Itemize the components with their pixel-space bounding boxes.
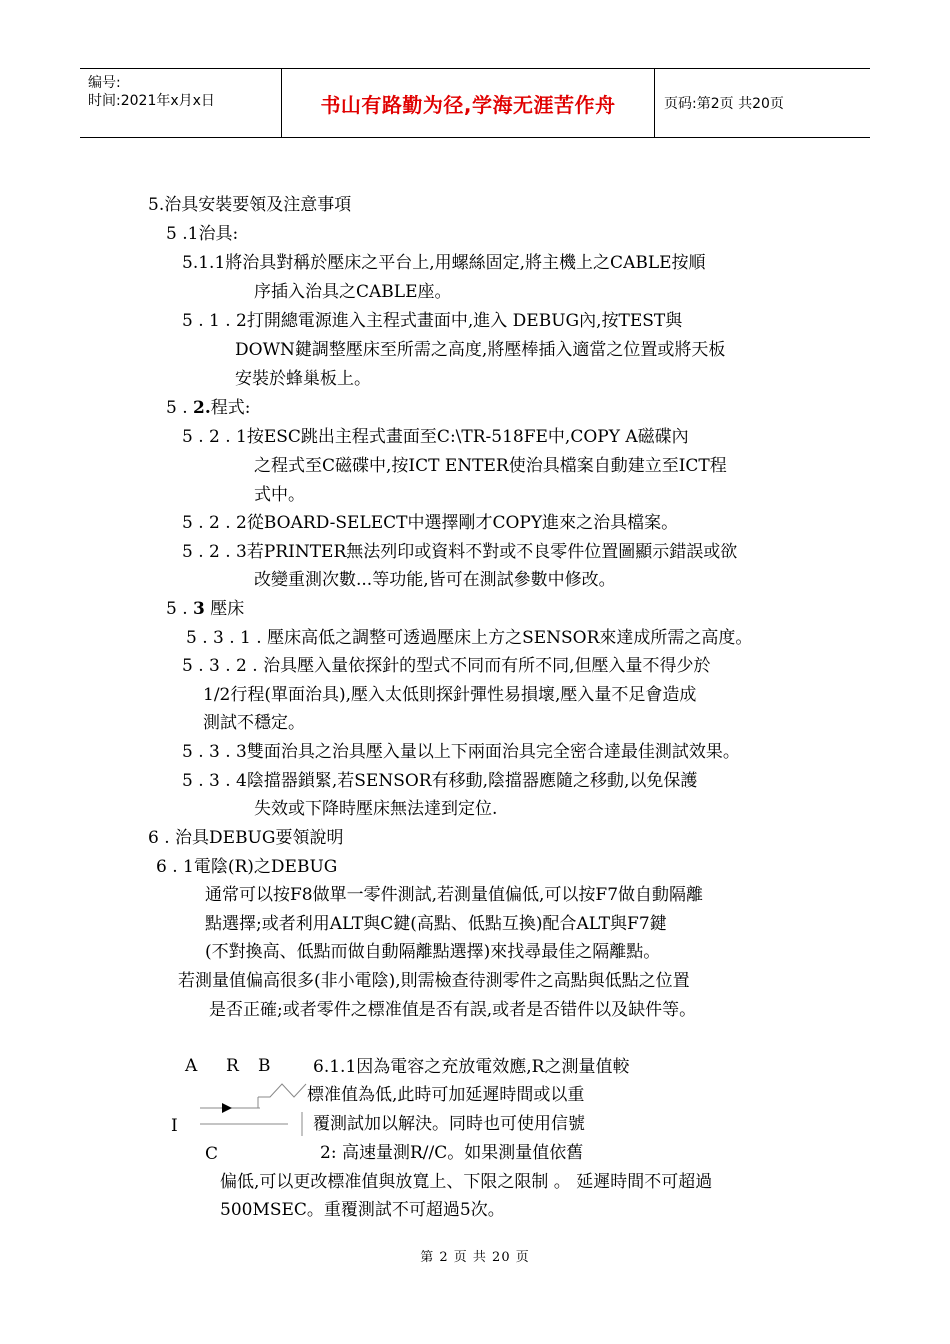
diagram-label-i: I: [171, 1116, 178, 1136]
page-footer: 第 2 页 共 20 页: [420, 1250, 530, 1265]
header-motto: 书山有路勤为径,学海无涯苦作舟: [281, 69, 655, 137]
document-number-label: 编号:: [88, 75, 121, 91]
section-5-2-bold-number: 2.: [193, 398, 211, 418]
paragraph-5-2-1-line2: 之程式至C磁碟中,按ICT ENTER使治具檔案自動建立至ICT程: [254, 456, 727, 476]
rc-circuit-diagram: [160, 1052, 320, 1167]
section-5-heading: 5.治具安裝要領及注意事項: [148, 195, 352, 215]
diagram-label-c: C: [205, 1144, 219, 1164]
section-5-3-number: 5 .: [166, 599, 194, 619]
section-5-2-number: 5 .: [166, 398, 194, 418]
section-6-1-heading: 6 . 1電陰(R)之DEBUG: [156, 857, 338, 877]
paragraph-6-1-1-line5: 偏低,可以更改標准值與放寬上、下限之限制 。 延遲時間不可超過: [220, 1172, 713, 1192]
paragraph-5-1-2-line1: 5 . 1 . 2打開總電源進入主程式畫面中,進入 DEBUG內,按TEST與: [182, 311, 683, 331]
paragraph-6-1-high-line2-main: 是否正確;或者零件之標准值是否有誤,: [209, 1000, 493, 1020]
paragraph-5-2-3-line2: 改變重測次數...等功能,皆可在測試參數中修改。: [254, 570, 616, 590]
header-page-counter: 页码:第2页 共20页: [664, 96, 784, 112]
paragraph-6-1-high-line1: 若測量值偏高很多(非小電陰),則需檢查待測零件之高點與低點之位置: [178, 971, 690, 991]
paragraph-6-1-1-line2: 標准值為低,此時可加延遲時間或以重: [307, 1085, 585, 1105]
paragraph-6-1-1-line1: 6.1.1因為電容之充放電效應,R之測量值較: [313, 1057, 630, 1077]
paragraph-5-1-2-line2: DOWN鍵調整壓床至所需之高度,將壓棒插入適當之位置或將天板: [235, 340, 726, 360]
page-header: [80, 68, 870, 138]
paragraph-5-2-1-line3: 式中。: [254, 485, 305, 505]
paragraph-6-1-line2: 點選擇;或者利用ALT與C鍵(高點、低點互換)配合ALT與F7鍵: [205, 914, 667, 934]
paragraph-6-1-high-line2: [209, 998, 696, 1022]
diagram-label-r: R: [226, 1056, 239, 1076]
paragraph-6-1-1-line3: 覆測試加以解決。同時也可使用信號: [313, 1114, 585, 1134]
section-5-3-heading: [166, 597, 244, 621]
paragraph-5-3-1: 5 . 3 . 1 . 壓床高低之調整可透過壓床上方之SENSOR來達成所需之高度。: [186, 628, 753, 648]
section-5-2-heading: [166, 396, 251, 420]
paragraph-6-1-line1: 通常可以按F8做單一零件測試,若測量值偏低,可以按F7做自動隔離: [205, 885, 704, 905]
paragraph-5-2-1-line1: 5 . 2 . 1按ESC跳出主程式畫面至C:\TR-518FE中,COPY A磁碟內: [182, 427, 689, 447]
diagram-label-b: B: [258, 1056, 271, 1076]
diagram-wires: [160, 1052, 320, 1167]
paragraph-5-3-2-line3: 測試不穩定。: [203, 713, 305, 733]
paragraph-5-3-4-line2: 失效或下降時壓床無法達到定位.: [254, 799, 498, 819]
document-date-label: 时间:2021年x月x日: [88, 93, 215, 109]
paragraph-6-1-line3: (不對換高、低點而做自動隔離點選擇)來找尋最佳之隔離點。: [205, 942, 661, 962]
paragraph-6-1-1-line4: 2: 高速量測R//C。如果測量值依舊: [320, 1143, 584, 1163]
paragraph-5-3-2-line1: 5 . 3 . 2 . 治具壓入量依探針的型式不同而有所不同,但壓入量不得少於: [182, 656, 711, 676]
paragraph-6-1-1-line6: 500MSEC。重覆測試不可超過5次。: [220, 1200, 505, 1220]
section-6-heading: 6 . 治具DEBUG要領說明: [148, 828, 344, 848]
paragraph-5-3-2-line2: 1/2行程(單面治具),壓入太低則探針彈性易損壞,壓入量不足會造成: [203, 685, 697, 705]
section-5-3-title: 壓床: [204, 599, 245, 619]
arrow-right-icon: [222, 1103, 232, 1113]
section-5-3-bold-number: 3: [193, 599, 205, 619]
paragraph-5-2-3-line1: 5 . 2 . 3若PRINTER無法列印或資料不對或不良零件位置圖顯示錯誤或欲: [182, 542, 738, 562]
header-meta-cell: [80, 69, 281, 137]
paragraph-5-1-1-line2: 序插入治具之CABLE座。: [254, 282, 452, 302]
paragraph-5-3-3: 5 . 3 . 3雙面治具之治具壓入量以上下兩面治具完全密合達最佳測試效果。: [182, 742, 740, 762]
section-5-1-heading: 5 .1治具:: [166, 224, 239, 244]
paragraph-5-2-2: 5 . 2 . 2從BOARD-SELECT中選擇剛才COPY進來之治具檔案。: [182, 513, 679, 533]
paragraph-5-3-4-line1: 5 . 3 . 4陰擋器鎖緊,若SENSOR有移動,陰擋器應隨之移動,以免保護: [182, 771, 698, 791]
paragraph-5-1-1-line1: 5.1.1將治具對稱於壓床之平台上,用螺絲固定,將主機上之CABLE按順: [182, 253, 706, 273]
diagram-label-a: A: [185, 1056, 198, 1076]
paragraph-5-1-2-line3: 安裝於蜂巢板上。: [235, 369, 371, 389]
section-5-2-title: 程式:: [210, 398, 251, 418]
paragraph-6-1-high-line2-tail: 或者是否错件以及缺件等。: [492, 1000, 697, 1020]
